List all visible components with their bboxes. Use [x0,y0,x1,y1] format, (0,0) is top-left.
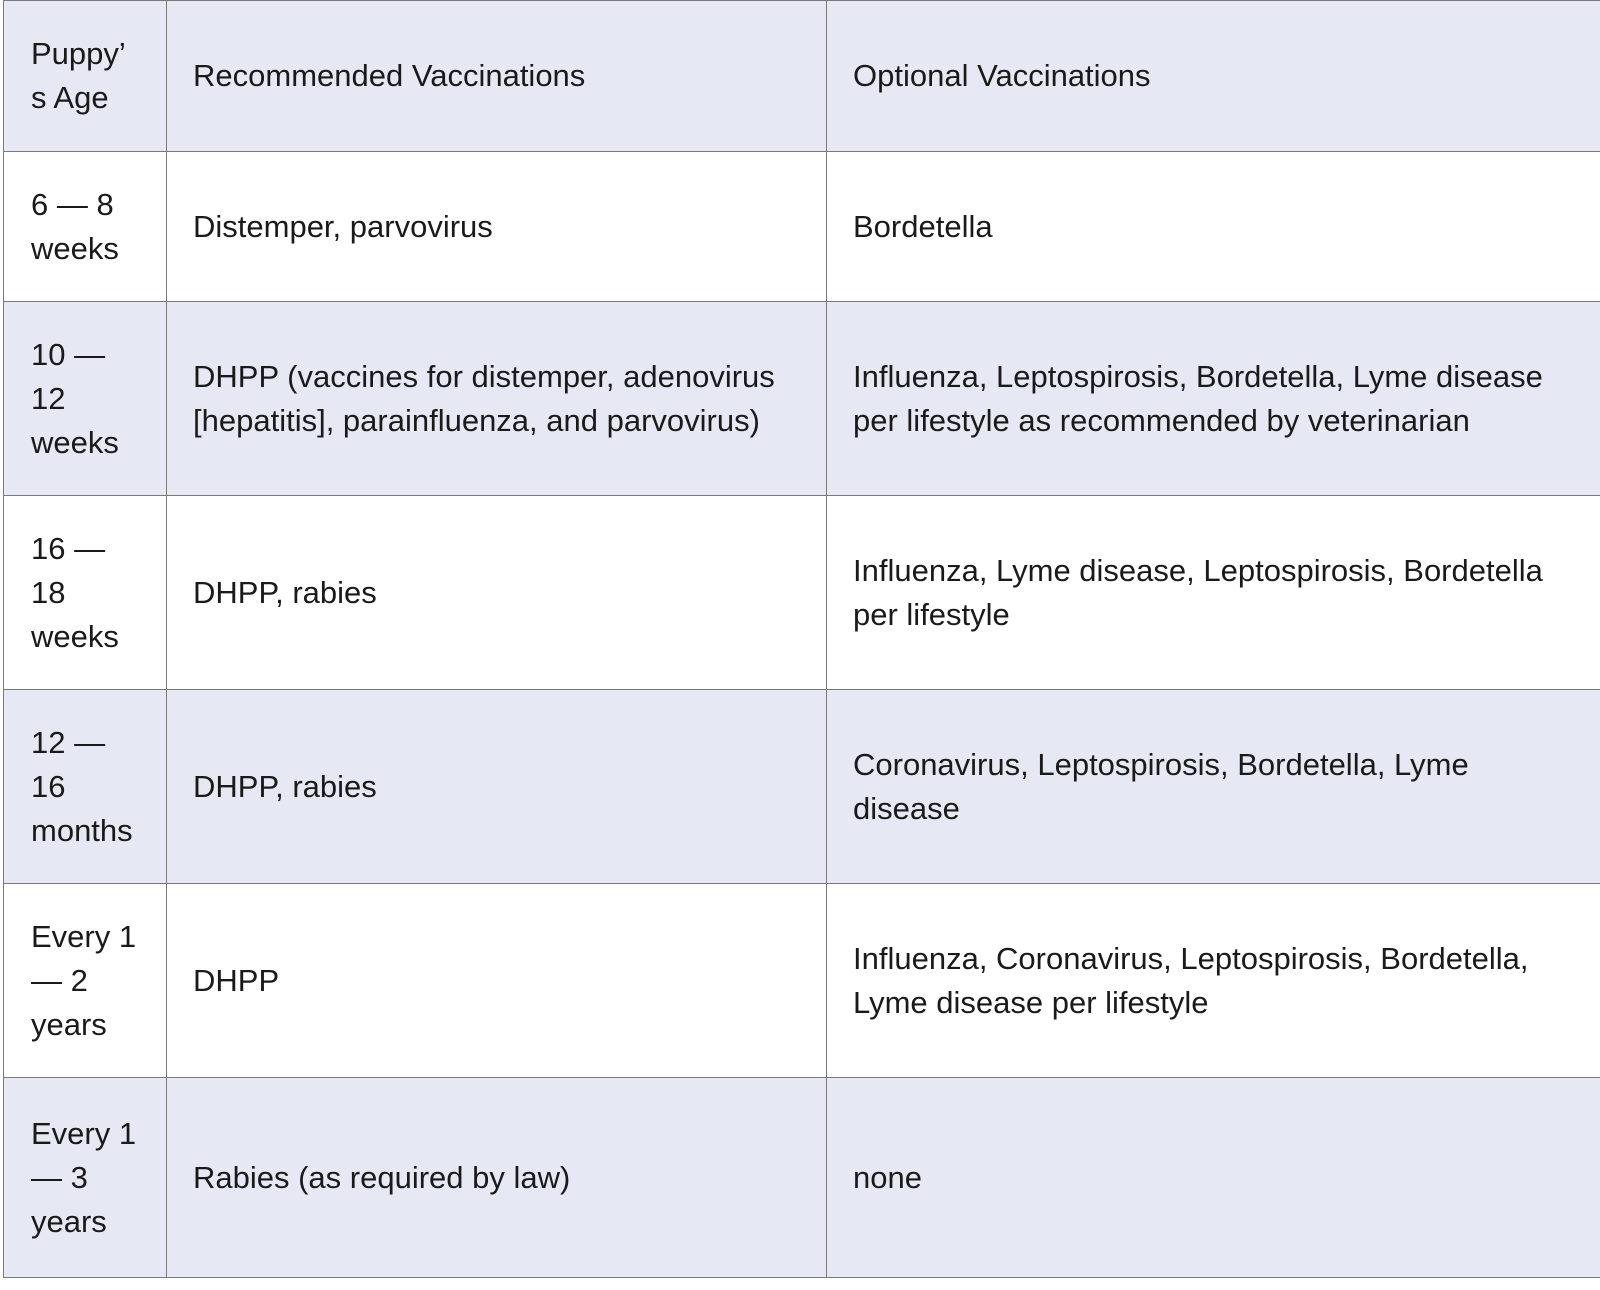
age-cell: Every 1 — 2 years [4,884,167,1078]
table-row [4,302,1600,496]
table-row [4,152,1600,302]
optional-cell: Coronavirus, Leptospirosis, Bordetella, Lyme disease [827,690,1600,884]
optional-cell: Influenza, Lyme disease, Leptospirosis, Bordetella per lifestyle [827,496,1600,690]
recommended-cell: Distemper, parvovirus [167,152,827,302]
table-row [4,690,1600,884]
age-cell: 12 — 16 months [4,690,167,884]
recommended-cell: DHPP [167,884,827,1078]
optional-cell: Bordetella [827,152,1600,302]
table-row [4,496,1600,690]
table-row [4,1078,1600,1278]
optional-cell: none [827,1078,1600,1278]
recommended-cell: DHPP (vaccines for distemper, adenovirus [hepatitis], parainfluenza, and parvovirus) [167,302,827,496]
age-cell: 16 — 18 weeks [4,496,167,690]
header-recommended-vaccinations: Recommended Vaccinations [167,1,827,152]
vaccination-schedule-table [3,0,1600,1278]
recommended-cell: DHPP, rabies [167,496,827,690]
table-header-row [4,1,1600,152]
table-row [4,884,1600,1078]
optional-cell: Influenza, Leptospirosis, Bordetella, Lyme disease per lifestyle as recommended by veterinarian [827,302,1600,496]
header-puppy-age: Puppy’s Age [4,1,167,152]
age-cell: Every 1 — 3 years [4,1078,167,1278]
recommended-cell: Rabies (as required by law) [167,1078,827,1278]
header-optional-vaccinations: Optional Vaccinations [827,1,1600,152]
recommended-cell: DHPP, rabies [167,690,827,884]
age-cell: 10 — 12 weeks [4,302,167,496]
optional-cell: Influenza, Coronavirus, Leptospirosis, Bordetella, Lyme disease per lifestyle [827,884,1600,1078]
age-cell: 6 — 8 weeks [4,152,167,302]
